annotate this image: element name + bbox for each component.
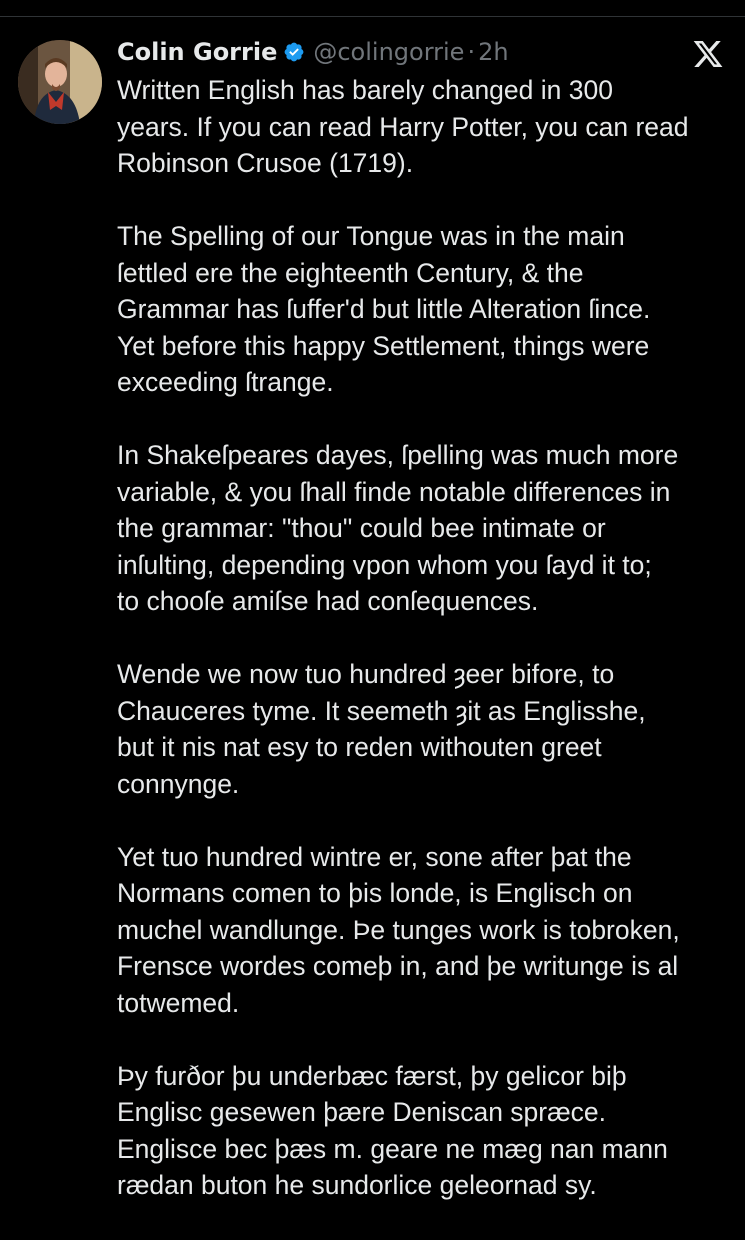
tweet-paragraph-5: Yet tuo hundred wintre er, sone after þat the Normans comen to þis londe, is Englisch on muchel wandlunge. Þe tunges work is tobroken, Frensce wordes comeþ in, and þe writunge is al totwemed. — [117, 841, 680, 1018]
tweet-paragraph-1: Written English has barely changed in 300 years. If you can read Harry Potter, you can read Robinson Crusoe (1719). — [117, 75, 689, 178]
post-time[interactable]: 2h — [478, 38, 509, 66]
tweet-paragraph-6: Þy furðor þu underbæc færst, þy gelicor biþ Englisc gesewen þære Deniscan spræce. Englisce bec þæs m. geare ne mæg nan mann rædan buton he sundorlice geleornad sy. — [117, 1060, 668, 1200]
separator-dot: · — [467, 38, 476, 66]
tweet-text — [117, 72, 737, 1240]
author-name[interactable]: Colin Gorrie — [117, 38, 278, 66]
tweet-paragraph-2: The Spelling of our Tongue was in the main ſettled ere the eighteenth Century, & the Grammar has ſuffer'd but little Alteration ſince. Yet before this happy Settlement, things were exceeding ſtrange. — [117, 221, 651, 397]
verified-badge-icon — [283, 41, 305, 63]
x-logo-icon[interactable] — [692, 38, 724, 70]
author-avatar[interactable] — [18, 40, 102, 124]
top-divider — [0, 16, 745, 17]
avatar-photo — [18, 40, 102, 124]
tweet-paragraph-3: In Shakeſpeares dayes, ſpelling was much more variable, & you ſhall finde notable differences in the grammar: "thou" could bee intimate or inſulting, depending vpon whom you ſayd it to; to chooſe amiſse had conſequences. — [117, 440, 679, 616]
author-handle[interactable]: @colingorrie — [313, 38, 465, 66]
tweet-paragraph-4: Wende we now tuo hundred ȝeer bifore, to Chauceres tyme. It seemeth ȝit as Englisshe, but it nis nat esy to reden withouten greet connynge. — [117, 659, 646, 799]
tweet-header — [117, 34, 509, 70]
